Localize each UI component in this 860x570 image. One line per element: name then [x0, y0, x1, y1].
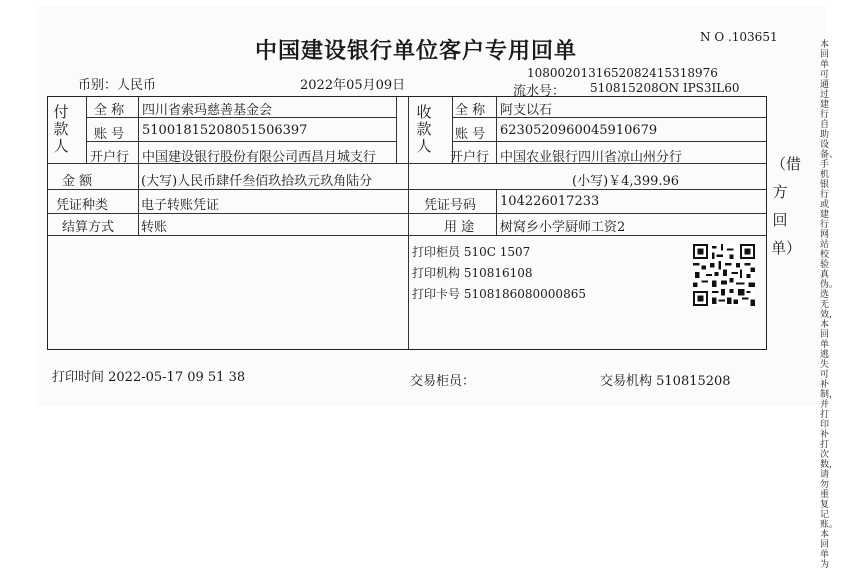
- amount-in-words: (大写)人民币肆仟叁佰玖拾玖元玖角陆分: [141, 174, 373, 189]
- print-time: 打印时间 2022-05-17 09 51 38: [52, 370, 246, 385]
- settlement-method-value: 转账: [141, 220, 168, 235]
- purpose-value: 树窝乡小学厨师工资2: [500, 220, 626, 235]
- trade-teller-label: 交易柜员：: [410, 374, 476, 389]
- payee-name-label: 全 称: [455, 103, 486, 118]
- payer-name-value: 四川省索玛慈善基金会: [142, 103, 273, 118]
- payer-name-label: 全 称: [94, 103, 125, 118]
- debit-copy-marker: （借方回单）: [771, 155, 802, 257]
- payer-bank-label: 开户行: [90, 150, 130, 165]
- payer-section-label: 付款人: [53, 103, 69, 155]
- payee-section-label: 收款人: [416, 103, 432, 155]
- payee-name-value: 阿支以石: [500, 103, 553, 118]
- payer-account-value: 51001815208051506397: [142, 123, 308, 138]
- voucher-type-label: 凭证种类: [56, 198, 109, 213]
- voucher-number-value: 104226017233: [500, 194, 600, 209]
- transaction-date: 2022年05月09日: [300, 78, 406, 93]
- voucher-type-value: 电子转账凭证: [141, 198, 220, 213]
- amount-in-figures: (小写)￥4,399.96: [572, 174, 680, 189]
- reference-number: 1080020131652082415318976: [527, 66, 718, 80]
- settlement-method-label: 结算方式: [62, 220, 115, 235]
- trade-organization: 交易机构 510815208: [600, 374, 731, 389]
- serial-number-value: 510815208ON IPS3IL60: [590, 81, 740, 95]
- payer-bank-value: 中国建设银行股份有限公司西昌月城支行: [142, 150, 377, 165]
- serial-number-label: 流水号：: [513, 84, 566, 99]
- voucher-number-label: 凭证号码: [424, 198, 477, 213]
- currency-label: 币别：人民币: [78, 78, 157, 93]
- payee-account-value: 6230520960045910679: [500, 123, 658, 138]
- payee-bank-value: 中国农业银行四川省凉山州分行: [500, 150, 683, 165]
- print-teller: 打印柜员 510C 1507: [412, 245, 531, 259]
- purpose-label: 用 途: [444, 220, 475, 235]
- print-card-number: 打印卡号 5108186080000865: [412, 287, 586, 301]
- qr-code: [693, 244, 755, 306]
- side-note-vertical: 本回单可通过建行自助设备、手机银行或建行网站校验真伪。选无效，本回单逃失可补制，并打印补打次数，请勿重复记账。本回单为: [820, 40, 839, 570]
- amount-label: 金 额: [62, 174, 93, 189]
- payee-bank-label: 开户行: [450, 150, 490, 165]
- payee-account-label: 账 号: [455, 127, 486, 142]
- document-number: N O .103651: [700, 30, 778, 44]
- receipt-title: 中国建设银行单位客户专用回单: [255, 39, 578, 64]
- payer-account-label: 账 号: [94, 127, 125, 142]
- print-organization: 打印机构 510816108: [412, 266, 533, 280]
